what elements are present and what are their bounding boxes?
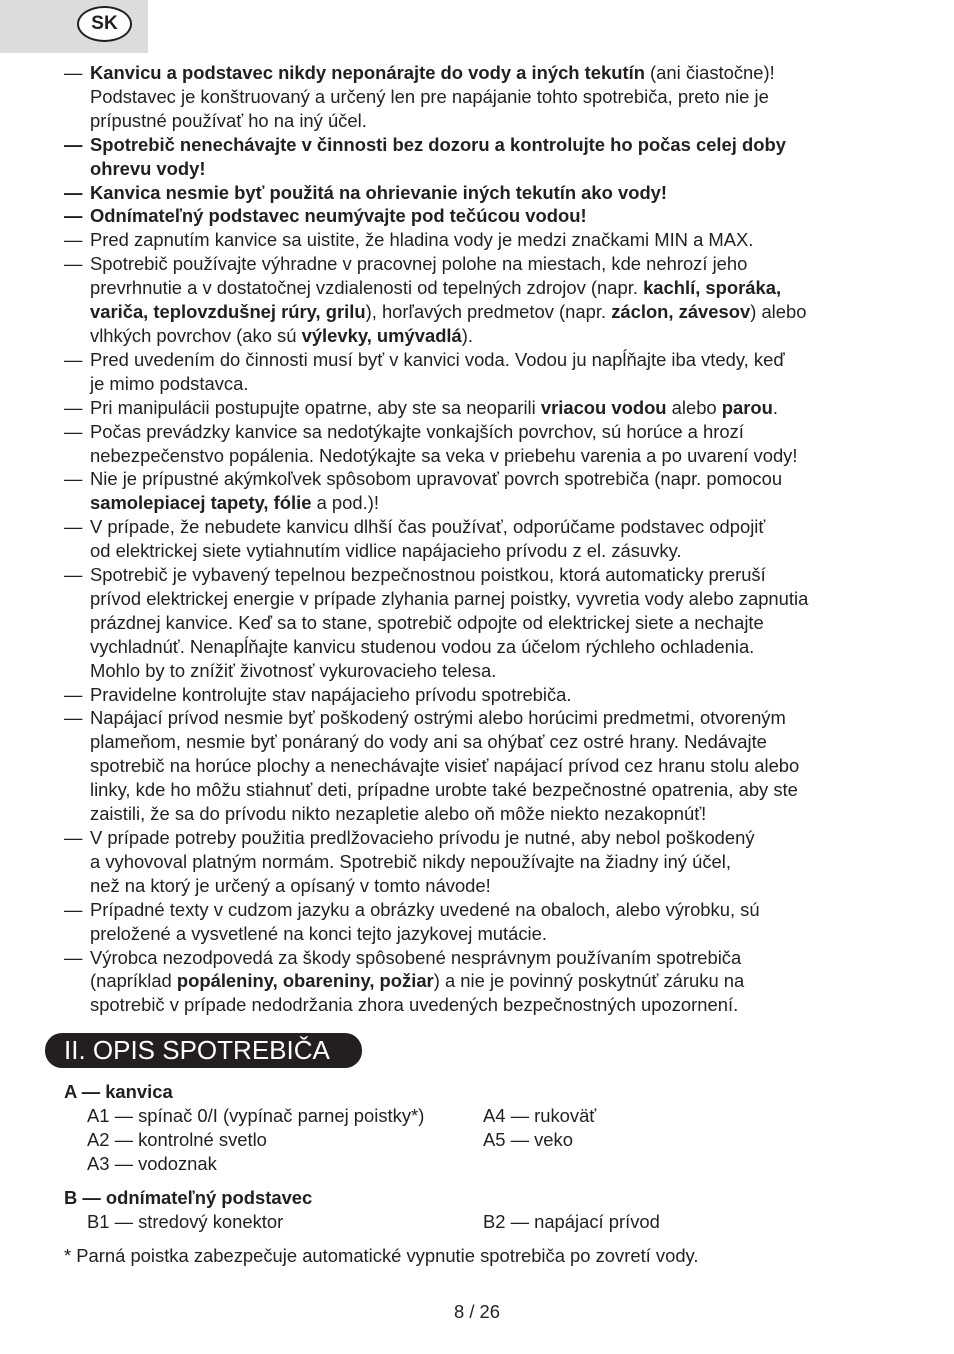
bold-text: vriacou vodou: [540, 396, 667, 418]
text: spotrebič na horúce plochy a nenechávajte visieť napájací prívod cez hranu stolu alebo: [90, 755, 800, 777]
text: spotrebič v prípade nedodržania zhora uvedených bezpečnostných upozornení.: [90, 994, 739, 1016]
list-item: [64, 826, 904, 898]
text: od elektrickej siete vytiahnutím vidlice napájacieho prívodu z el. zásuvky.: [90, 540, 682, 562]
bold-text: výlevky, umývadlá: [301, 324, 462, 346]
part-b2: B2 — napájací prívod: [483, 1211, 660, 1232]
section-title: II. OPIS SPOTREBIČA: [45, 1033, 362, 1068]
text: prevrhnutie a v dostatočnej vzdialenosti od tepelných zdrojov (napr.: [90, 277, 644, 299]
text: Spotrebič používajte výhradne v pracovnej polohe na miestach, kde nehrozí jeho: [90, 253, 748, 275]
text: nebezpečenstvo popálenia. Nedotýkajte sa veka v priebehu varenia a po uvarení vody!: [90, 444, 798, 466]
text: (ani čiastočne)!: [644, 62, 775, 83]
text: Kanvica nesmie byť použitá na ohrievanie iných tekutín ako vody!: [90, 181, 668, 203]
text: než na ktorý je určený a opísaný v tomto návode!: [90, 874, 491, 896]
text: ).: [461, 324, 474, 346]
text: Výrobca nezodpovedá za škody spôsobené nesprávnym používaním spotrebiča: [90, 946, 742, 968]
text: Napájací prívod nesmie byť poškodený ostrými alebo horúcimi predmetmi, otvoreným: [90, 707, 786, 729]
list-item: [64, 683, 904, 707]
text: Nie je prípustné akýmkoľvek spôsobom upravovať povrch spotrebiča (napr. pomocou: [90, 468, 783, 490]
bold-text: variča, teplovzdušnej rúry, grilu: [90, 301, 366, 323]
footnote: * Parná poistka zabezpečuje automatické vypnutie spotrebiča po zovretí vody.: [64, 1245, 699, 1266]
list-item: [64, 252, 904, 348]
list-item: [64, 515, 904, 563]
part-a5: A5 — veko: [483, 1129, 573, 1150]
text: ) a nie je povinný poskytnúť záruku na: [433, 970, 745, 992]
bold-text: záclon, závesov: [611, 301, 751, 323]
page-number: 8 / 26: [453, 1301, 500, 1322]
text: linky, kde ho môžu stiahnuť deti, prípadne urobte také bezpečnostné opatrenia, aby ste: [90, 779, 798, 801]
text: Pri manipulácii postupujte opatrne, aby ste sa neoparili: [90, 396, 541, 418]
list-item: [64, 420, 904, 468]
list-item: [64, 181, 904, 205]
bold-text: Kanvicu a podstavec nikdy neponárajte do vody a iných tekutín: [90, 62, 645, 83]
list-item: [64, 946, 904, 1018]
text: .: [772, 396, 778, 418]
text: Pred zapnutím kanvice sa uistite, že hladina vody je medzi značkami MIN a MAX.: [90, 229, 754, 251]
text: V prípade, že nebudete kanvicu dlhší čas používať, odporúčame podstavec odpojiť: [90, 516, 766, 538]
text: alebo: [666, 396, 722, 418]
safety-instructions-list: [64, 61, 904, 1017]
text: ) alebo: [750, 301, 807, 323]
list-item: [64, 396, 904, 420]
text: preložené a vysvetlené na konci tejto jazykovej mutácie.: [90, 922, 547, 944]
text: a vyhovoval platným normám. Spotrebič nikdy nepoužívajte na žiadny iný účel,: [90, 850, 731, 872]
list-item: [64, 706, 904, 826]
part-a1: A1 — spínač 0/I (vypínač parnej poistky*): [87, 1105, 425, 1126]
text: Pravidelne kontrolujte stav napájacieho prívodu spotrebiča.: [90, 683, 572, 705]
text: plameňom, nesmie byť ponáraný do vody ani sa ohýbať cez ostré hrany. Nedávajte: [90, 731, 767, 753]
text: Spotrebič je vybavený tepelnou bezpečnostnou poistkou, ktorá automaticky preruší: [90, 564, 766, 586]
bold-text: popáleniny, obareniny, požiar: [176, 970, 434, 992]
part-b1: B1 — stredový konektor: [87, 1211, 284, 1232]
part-a4: A4 — rukoväť: [483, 1105, 597, 1126]
list-item: [64, 348, 904, 396]
text: zaistili, že sa do prívodu nikto nezapletie alebo oň môže niekto nezakopnúť!: [90, 803, 707, 825]
part-a3: A3 — vodoznak: [87, 1153, 217, 1174]
text: je mimo podstavca.: [90, 372, 249, 394]
list-item: [64, 133, 904, 181]
bold-text: kachlí, sporáka,: [643, 277, 782, 299]
group-a-title: A — kanvica: [64, 1081, 173, 1102]
text: vychladnúť. Nenapĺňajte kanvicu studenou vodou za účelom rýchleho ochladenia.: [90, 635, 755, 657]
text: vlhkých povrchov (ako sú: [90, 324, 302, 346]
text: V prípade potreby použitia predlžovacieho prívodu je nutné, aby nebol poškodený: [90, 827, 755, 848]
text: Odnímateľný podstavec neumývajte pod tečúcou vodou!: [90, 205, 587, 227]
list-item: [64, 467, 904, 515]
list-item: [64, 61, 904, 133]
bold-text: parou: [721, 396, 773, 418]
text: ), horľavých predmetov (napr.: [365, 301, 612, 323]
list-item: [64, 898, 904, 946]
text: Počas prevádzky kanvice sa nedotýkajte vonkajších povrchov, sú horúce a hrozí: [90, 420, 744, 442]
group-b-title: B — odnímateľný podstavec: [64, 1187, 313, 1208]
list-item: [64, 563, 904, 683]
text: a pod.)!: [311, 492, 379, 514]
text: Podstavec je konštruovaný a určený len pre napájanie tohto spotrebiča, preto nie je: [90, 85, 769, 107]
bold-text: samolepiacej tapety, fólie: [90, 492, 312, 514]
text: (napríklad: [90, 970, 177, 992]
part-a2: A2 — kontrolné svetlo: [87, 1129, 267, 1150]
text: prázdnej kanvice. Keď sa to stane, spotrebič odpojte od elektrickej siete a nechajte: [90, 611, 764, 633]
text: Spotrebič nenechávajte v činnosti bez dozoru a kontrolujte ho počas celej doby: [90, 133, 786, 155]
list-item: [64, 204, 904, 228]
text: Mohlo by to znížiť životnosť vykurovacieho telesa.: [90, 659, 497, 681]
text: Pred uvedením do činnosti musí byť v kanvici voda. Vodou ju napĺňajte iba vtedy, keď: [90, 348, 785, 370]
text: ohrevu vody!: [90, 157, 206, 179]
list-item: [64, 228, 904, 252]
text: prípustné používať ho na iný účel.: [90, 109, 367, 131]
text: Prípadné texty v cudzom jazyku a obrázky uvedené na obaloch, alebo výrobku, sú: [90, 898, 760, 920]
text: prívod elektrickej energie v prípade zlyhania parnej poistky, vyvretia vody alebo zapnutia: [90, 587, 809, 609]
language-tab: [0, 0, 148, 53]
language-badge: SK: [77, 6, 132, 42]
